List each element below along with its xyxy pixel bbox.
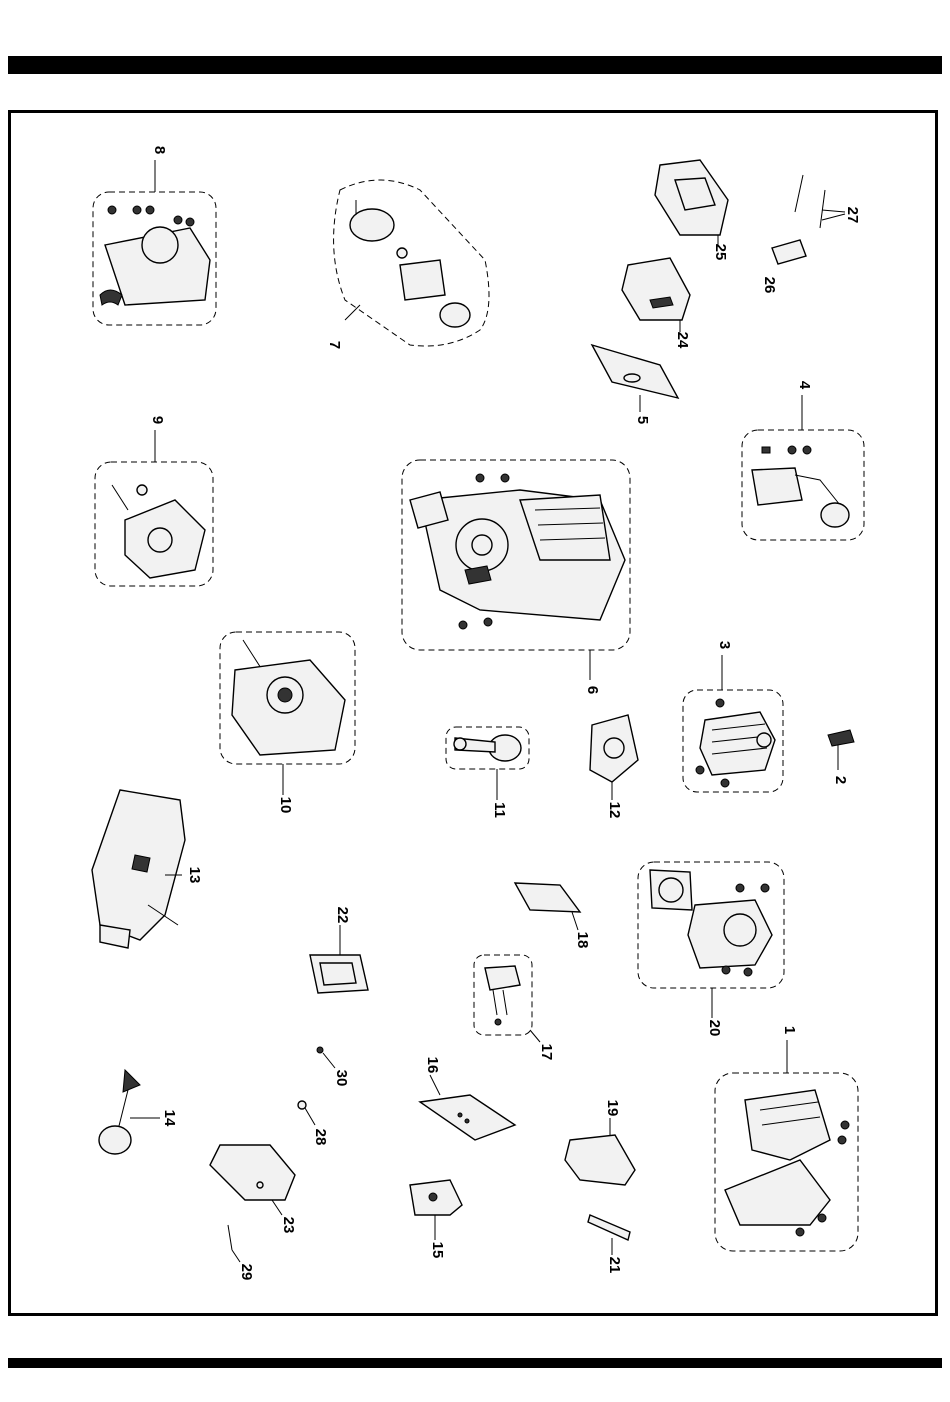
part-15-carburetor — [410, 1180, 462, 1240]
callout-18: 18 — [574, 931, 591, 949]
part-11-piston — [446, 727, 529, 800]
part-29-screw — [228, 1225, 240, 1262]
callout-14: 14 — [161, 1109, 178, 1127]
callout-16: 16 — [424, 1056, 441, 1074]
part-7-clutch-assembly — [334, 180, 489, 346]
callout-3: 3 — [716, 640, 733, 650]
part-13-fuel-tank — [92, 790, 185, 948]
part-24-air-filter-box — [622, 258, 690, 332]
part-19-carburetor-cover — [565, 1118, 635, 1185]
part-3-cylinder — [683, 655, 783, 792]
callout-27: 27 — [844, 206, 861, 224]
part-22-ring — [310, 925, 368, 993]
callout-1: 1 — [781, 1025, 798, 1035]
part-5-plate — [592, 345, 678, 412]
part-27-screws — [795, 175, 845, 228]
part-10-crankcase — [220, 632, 355, 795]
part-30-washer — [317, 1047, 335, 1068]
part-1-crankcase-assembly — [715, 1040, 858, 1251]
callout-28: 28 — [312, 1128, 329, 1146]
part-28-washer — [298, 1101, 315, 1125]
callout-10: 10 — [277, 796, 294, 814]
callout-7: 7 — [326, 340, 343, 350]
callout-23: 23 — [280, 1216, 297, 1234]
part-17-adapter — [474, 955, 540, 1042]
callout-24: 24 — [674, 331, 691, 349]
part-6-engine-assembly — [402, 460, 630, 680]
callout-9: 9 — [149, 415, 166, 425]
part-12-gasket — [590, 715, 638, 800]
callout-25: 25 — [712, 243, 729, 261]
callout-6: 6 — [584, 685, 601, 695]
callout-2: 2 — [832, 775, 849, 785]
callout-26: 26 — [761, 276, 778, 294]
part-26-bracket — [772, 240, 806, 264]
callout-11: 11 — [491, 802, 508, 818]
part-21-link — [588, 1215, 630, 1255]
callout-21: 21 — [606, 1256, 623, 1274]
callout-30: 30 — [333, 1069, 350, 1087]
callout-4: 4 — [796, 380, 813, 390]
part-9-cylinder-cover — [95, 430, 213, 586]
part-4-ignition-coil — [742, 395, 864, 540]
callout-12: 12 — [606, 801, 623, 819]
callout-13: 13 — [186, 866, 203, 884]
callout-17: 17 — [538, 1043, 555, 1061]
part-23-filter-base — [210, 1145, 295, 1215]
callout-29: 29 — [238, 1263, 255, 1281]
part-8-starter-assembly — [93, 160, 216, 325]
part-20-intake-assembly — [638, 862, 784, 1018]
part-25-air-filter-cover — [655, 160, 728, 245]
callout-20: 20 — [706, 1019, 723, 1037]
callout-8: 8 — [151, 145, 168, 155]
part-18-plate — [515, 883, 580, 930]
callout-19: 19 — [604, 1099, 621, 1117]
part-16-gasket — [420, 1075, 515, 1140]
part-14-primer-bulb — [99, 1070, 160, 1154]
callout-22: 22 — [334, 906, 351, 924]
callout-5: 5 — [634, 415, 651, 425]
part-2-spark-plug — [828, 730, 854, 770]
callout-15: 15 — [429, 1241, 446, 1259]
